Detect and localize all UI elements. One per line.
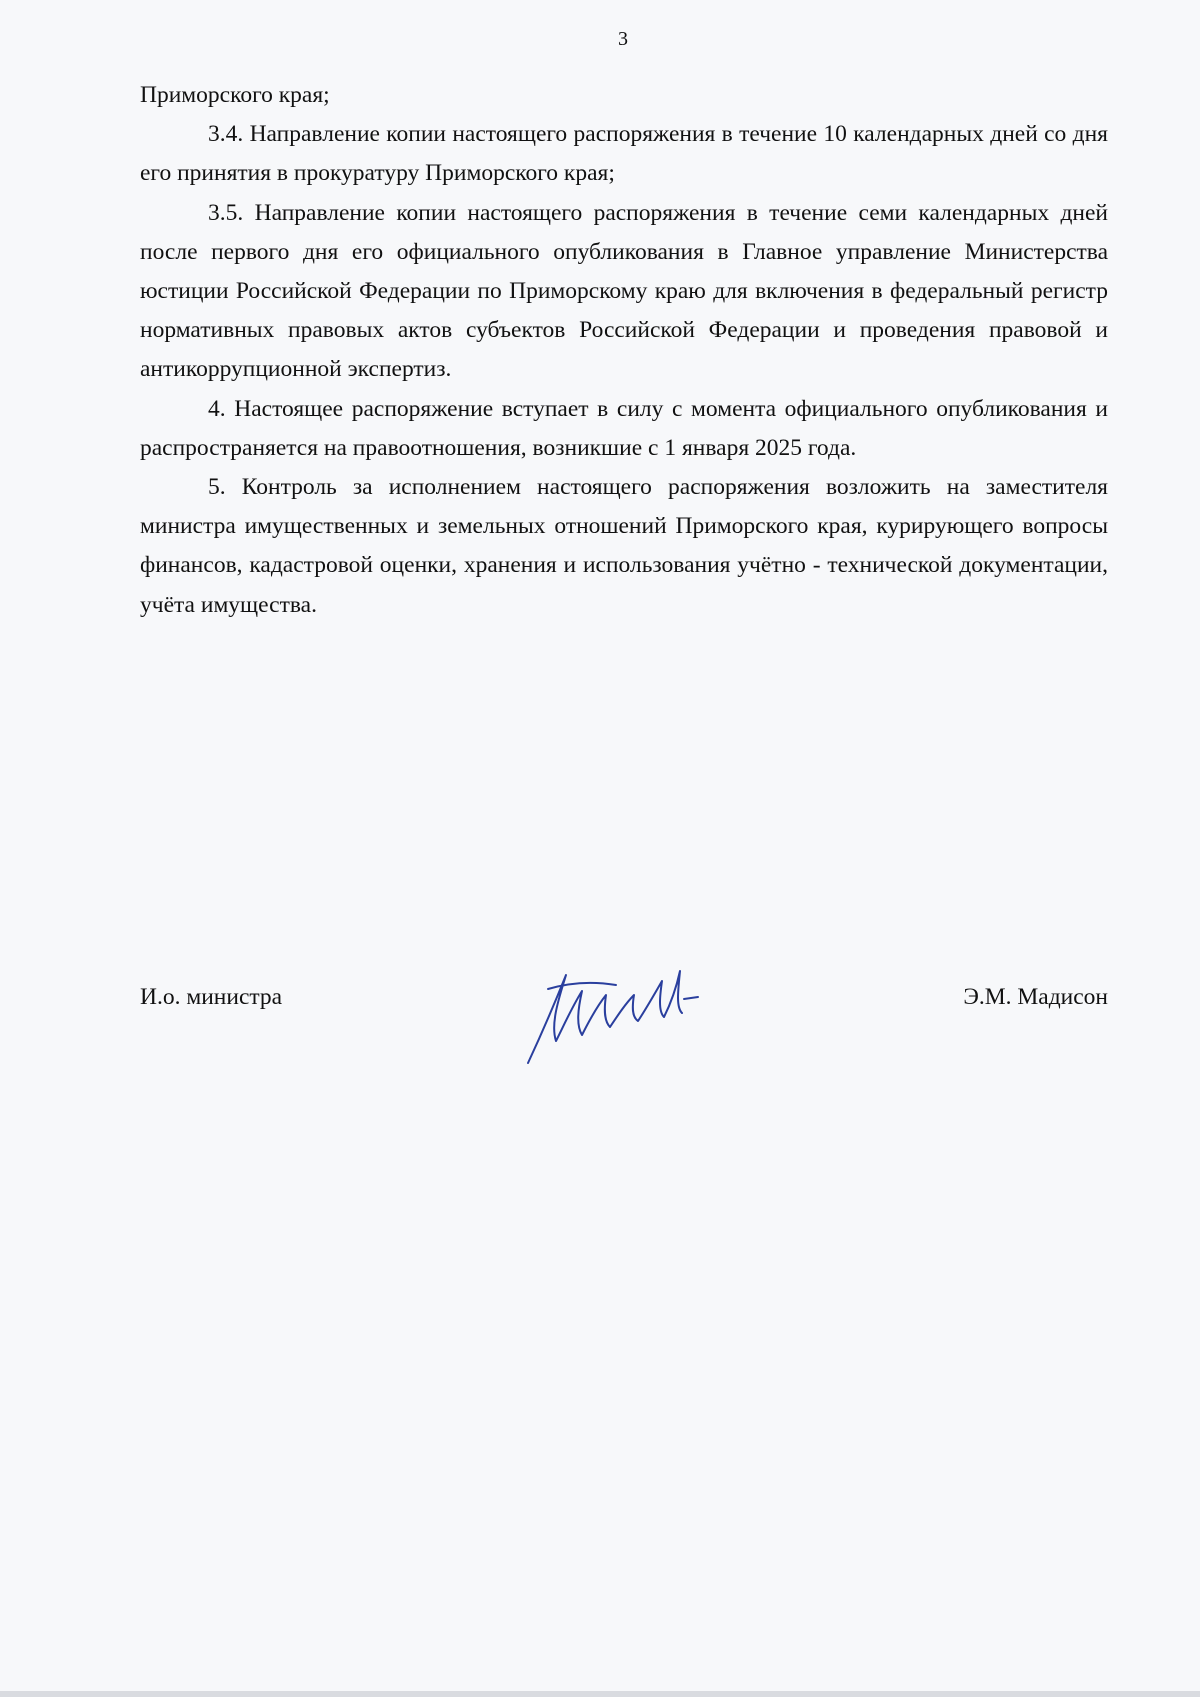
signatory-name: Э.М. Мадисон <box>963 984 1108 1010</box>
paragraph-3-4: 3.4. Направление копии настоящего распоряжения в течение 10 календарных дней со дня его принятия в прокуратуру Приморского края; <box>140 121 1108 187</box>
paragraph-4: 4. Настоящее распоряжение вступает в силу с момента официального опубликования и распространяется на правоотношения, возникшие с 1 января 2025 года. <box>140 395 1108 461</box>
paragraph-continuation: Приморского края; <box>140 82 330 108</box>
paragraph-5: 5. Контроль за исполнением настоящего распоряжения возложить на заместителя министра имущественных и земельных отношений Приморского края, курирующего вопросы финансов, кадастровой оценки, хранения и использования учётно - технической документации, учёта имущества. <box>140 474 1108 618</box>
scan-bottom-edge <box>0 1691 1200 1697</box>
signatory-role: И.о. министра <box>140 984 283 1010</box>
page-number: 3 <box>618 28 628 50</box>
paragraph-3-5: 3.5. Направление копии настоящего распоряжения в течение семи календарных дней после первого дня его официального опубликования в Главное управление Министерства юстиции Российской Федерации по Приморскому краю для включения в федеральный регистр нормативных правовых актов субъектов Российской Федерации и проведения правовой и антикоррупционной экспертиз. <box>140 199 1108 383</box>
document-body <box>140 76 1108 625</box>
handwritten-signature <box>520 955 710 1070</box>
